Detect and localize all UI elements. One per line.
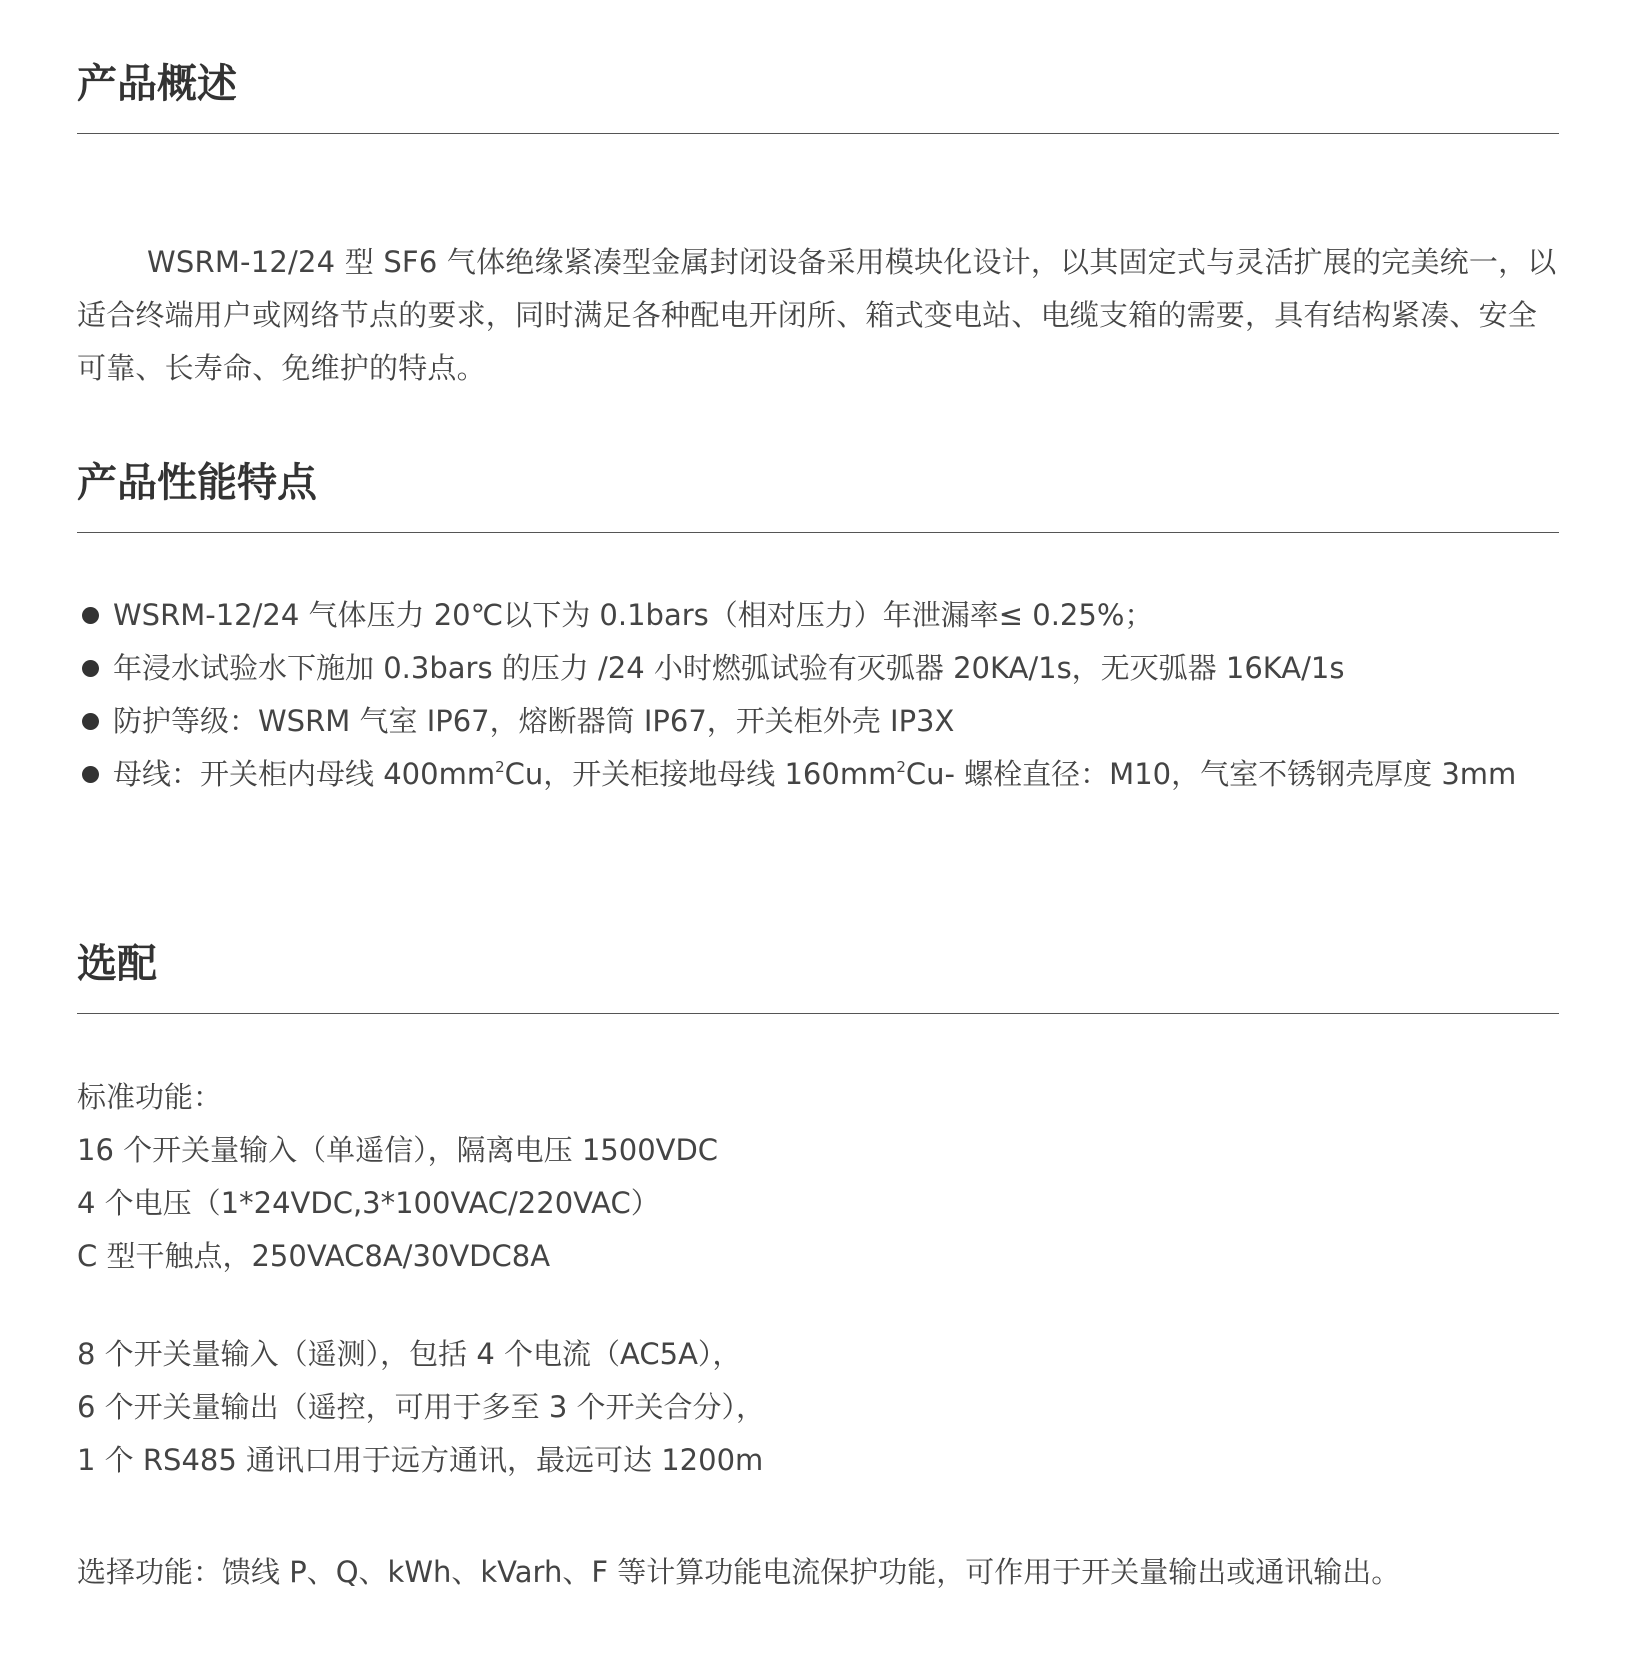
bullet-dot-icon (82, 766, 99, 783)
features-divider (77, 532, 1559, 533)
features-list (77, 589, 1559, 801)
feature-text: 防护等级：WSRM 气室 IP67，熔断器筒 IP67，开关柜外壳 IP3X (113, 704, 955, 738)
feature-text: 年浸水试验水下施加 0.3bars 的压力 /24 小时燃弧试验有灭弧器 20KA/1s，无灭弧器 16KA/1s (113, 651, 1345, 685)
standard-line: 8 个开关量输入（遥测），包括 4 个电流（AC5A）， (77, 1337, 742, 1371)
bullet-dot-icon (82, 607, 99, 624)
standard-functions-label: 标准功能： (77, 1080, 223, 1114)
options-content (77, 1071, 1559, 1599)
standard-line: C 型干触点，250VAC8A/30VDC8A (77, 1239, 551, 1273)
standard-line: 16 个开关量输入（单遥信），隔离电压 1500VDC (77, 1133, 719, 1167)
feature-item-busbar (77, 748, 1559, 801)
superscript-2: 2 (896, 758, 906, 776)
feature-item-immersion (77, 642, 1559, 695)
features-title: 产品性能特点 (77, 460, 317, 506)
spacer (77, 1283, 1559, 1328)
standard-line: 6 个开关量输出（遥控，可用于多至 3 个开关合分）， (77, 1390, 766, 1424)
busbar-text-3: Cu- 螺栓直径：M10，气室不锈钢壳厚度 3mm (905, 757, 1517, 791)
feature-text: WSRM-12/24 气体压力 20℃以下为 0.1bars（相对压力）年泄漏率≤ 0.25%； (113, 598, 1154, 632)
busbar-text-1: 母线：开关柜内母线 400mm (113, 757, 496, 791)
standard-line: 4 个电压（1*24VDC,3*100VAC/220VAC） (77, 1186, 660, 1220)
feature-item-pressure (77, 589, 1559, 642)
spacer (77, 1487, 1559, 1546)
bullet-dot-icon (82, 713, 99, 730)
options-section (77, 936, 1559, 1589)
options-divider (77, 1013, 1559, 1014)
overview-section (77, 56, 1559, 385)
overview-text: WSRM-12/24 型 SF6 气体绝缘紧凑型金属封闭设备采用模块化设计，以其固定式与灵活扩展的完美统一，以适合终端用户或网络节点的要求，同时满足各种配电开闭所、箱式变电站、电缆支箱的需要，具有结构紧凑、安全可靠、长寿命、免维护的特点。 (77, 245, 1557, 385)
overview-divider (77, 133, 1559, 134)
options-title: 选配 (77, 941, 157, 987)
bullet-dot-icon (82, 660, 99, 677)
feature-item-protection (77, 695, 1559, 748)
overview-title: 产品概述 (77, 61, 237, 107)
standard-line: 1 个 RS485 通讯口用于远方通讯，最远可达 1200m (77, 1443, 764, 1477)
superscript-2: 2 (495, 758, 505, 776)
optional-functions: 选择功能：馈线 P、Q、kWh、kVarh、F 等计算功能电流保护功能，可作用于开关量输出或通讯输出。 (77, 1555, 1401, 1589)
busbar-text-2: Cu，开关柜接地母线 160mm (504, 757, 897, 791)
features-section (77, 455, 1559, 791)
